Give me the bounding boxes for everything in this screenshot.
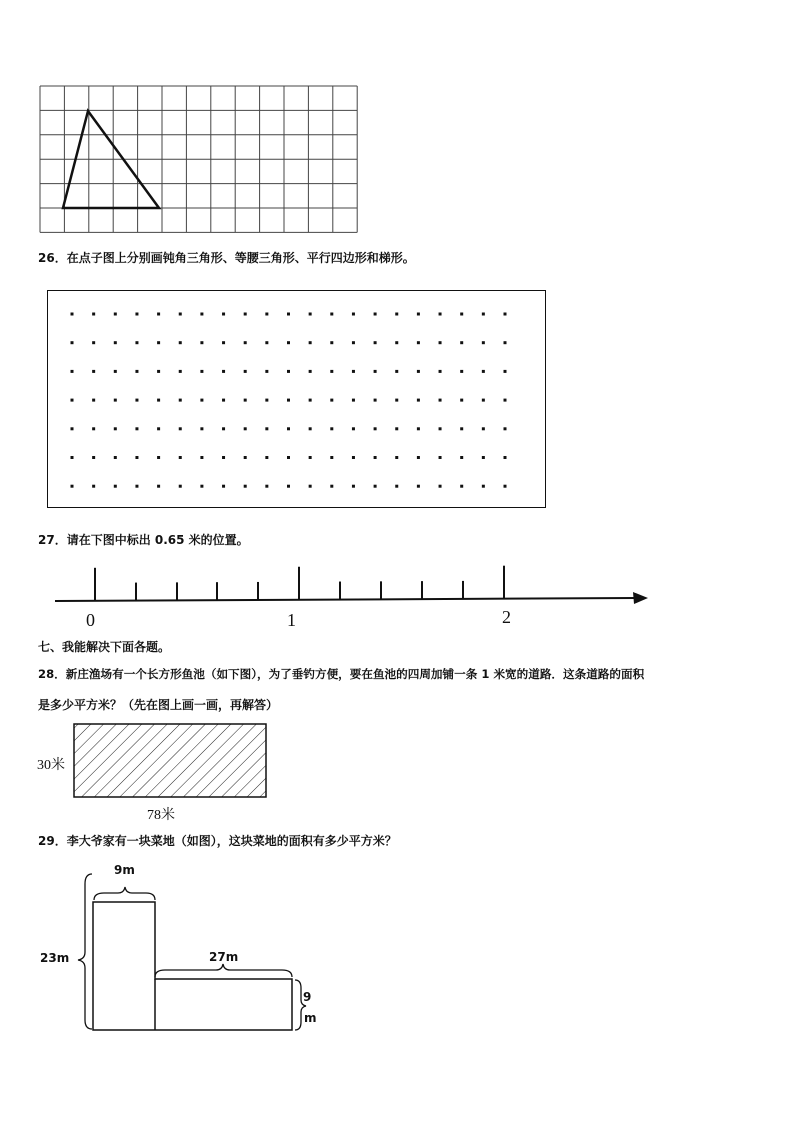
plot-right-height-number: 9 <box>303 990 312 1004</box>
question-28-line-1: 28．新庄渔场有一个长方形鱼池（如下图），为了垂钓方便，要在鱼池的四周加铺一条 1 米宽的道路．这条道路的面积 <box>38 667 645 681</box>
plot-left-height-label: 23m <box>40 951 70 965</box>
plot-right-height-unit: m <box>304 1011 317 1025</box>
plot-right-width-label: 27m <box>209 950 239 964</box>
question-27: 27．请在下图中标出 0.65 米的位置。 <box>38 533 249 547</box>
middle-brace <box>155 964 292 977</box>
left-brace <box>78 874 92 1029</box>
plot-top-width-label: 9m <box>114 863 135 877</box>
top-brace <box>94 887 155 900</box>
number-line-label-0: 0 <box>86 610 95 630</box>
question-29: 29．李大爷家有一块菜地（如图），这块菜地的面积有多少平方米？ <box>38 834 397 848</box>
number-line-label-2: 2 <box>502 607 511 627</box>
pond-width-label: 78米 <box>147 808 175 823</box>
question-26: 26．在点子图上分别画钝角三角形、等腰三角形、平行四边形和梯形。 <box>38 251 415 265</box>
l-shape-plot <box>93 902 292 1030</box>
number-line-label-1: 1 <box>287 610 296 630</box>
section-7-heading: 七、我能解决下面各题。 <box>38 640 171 654</box>
pond-height-label: 30米 <box>37 758 65 773</box>
question-28-line-2: 是多少平方米？（先在图上画一画，再解答） <box>38 698 279 712</box>
